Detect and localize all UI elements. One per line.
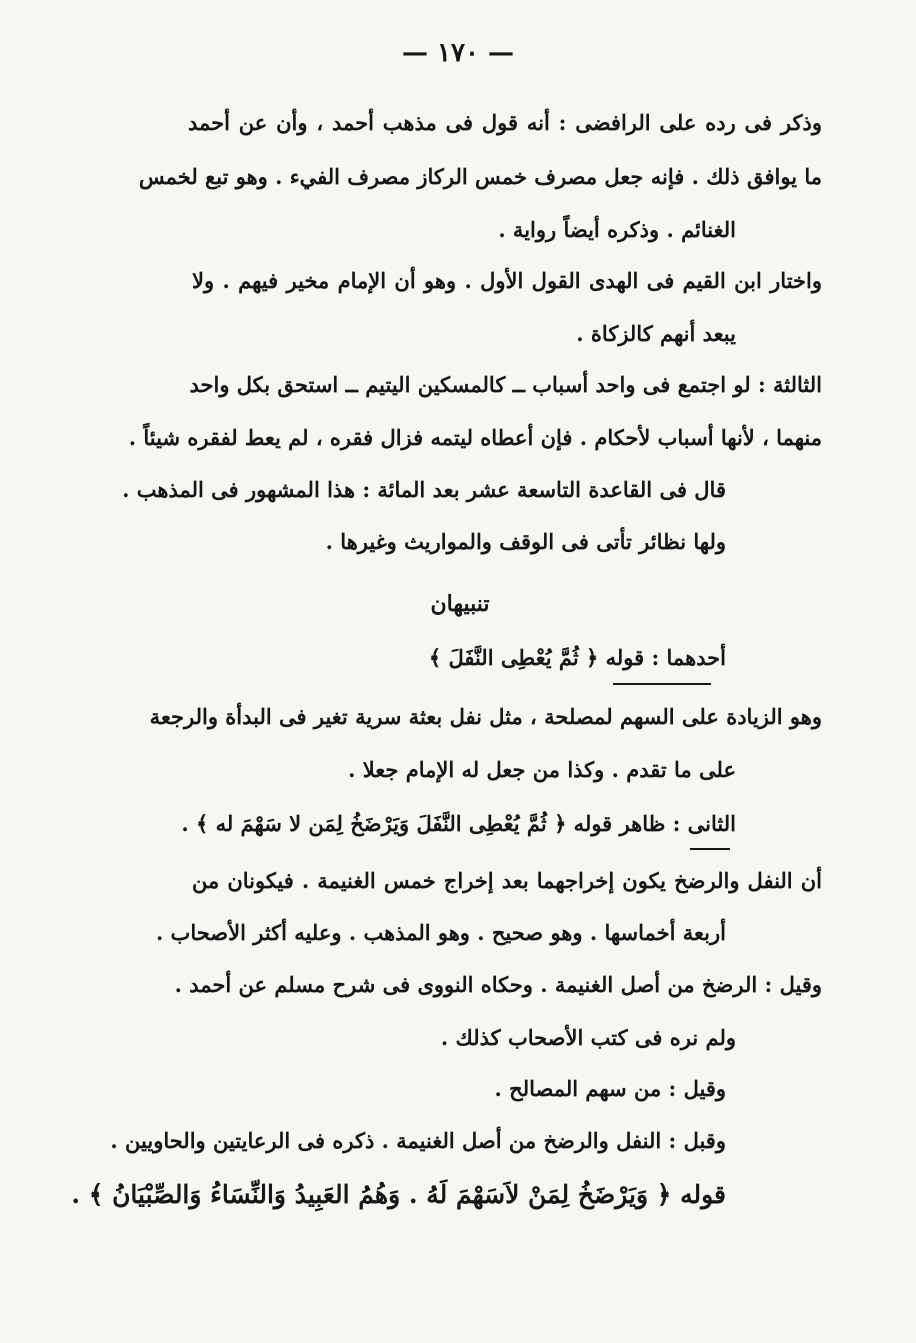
text-line-6: الثالثة : لو اجتمع فى واحد أسباب ــ كالمسكين اليتيم ــ استحق بكل واحد [189,372,822,397]
text-line-5: يبعد أنهم كالزكاة . [576,321,736,346]
text-line-13: على ما تقدم . وكذا من جعل له الإمام جعلا . [348,757,736,782]
text-line-20: وقبل : النفل والرضخ من أصل الغنيمة . ذكره فى الرعايتين والحاويين . [110,1128,726,1153]
text-line-18: ولم نره فى كتب الأصحاب كذلك . [440,1025,736,1050]
heading-underline-2 [690,848,730,850]
text-line-11: أحدهما : قوله ﴿ ثُمَّ يُعْطِى النَّفَلَ ﴾ [428,645,726,670]
text-line-7: منهما ، لأنها أسباب لأحكام . فإن أعطاه ليتمه فزال فقره ، لم يعط لفقره شيئاً . [128,425,822,450]
text-line-8: قال فى القاعدة التاسعة عشر بعد المائة : هذا المشهور فى المذهب . [122,477,726,502]
text-line-14: الثانى : ظاهر قوله ﴿ ثُمَّ يُعْطِى النَّفَلَ وَيَرْضَخُ لِمَن لا سَهْمَ له ﴾ . [181,811,736,836]
text-line-1: وذكر فى رده على الرافضى : أنه قول فى مذهب أحمد ، وأن عن أحمد [188,110,822,135]
text-line-4: واختار ابن القيم فى الهدى القول الأول . وهو أن الإمام مخير فيهم . ولا [192,268,822,293]
text-line-12: وهو الزيادة على السهم لمصلحة ، مثل نفل بعثة سرية تغير فى البدأة والرجعة [149,704,822,729]
heading-underline-1 [613,683,711,685]
text-line-19: وقيل : من سهم المصالح . [494,1076,726,1101]
text-line-17: وقيل : الرضخ من أصل الغنيمة . وحكاه النووى فى شرح مسلم عن أحمد . [174,972,822,997]
text-line-2: ما يوافق ذلك . فإنه جعل مصرف خمس الركاز مصرف الفيء . وهو تبع لخمس [138,164,822,189]
section-heading: تنبيهان [430,591,490,617]
text-line-16: أربعة أخماسها . وهو صحيح . وهو المذهب . وعليه أكثر الأصحاب . [155,920,726,945]
text-line-21: قوله ﴿ وَيَرْضَخُ لِمَنْ لاَسَهْمَ لَهُ . وَهُمُ العَبِيدُ وَالنِّسَاءُ وَالصِّبْيَانُ ﴾ . [71,1180,726,1209]
page-number: — ١٧٠ — [401,38,515,68]
text-line-3: الغنائم . وذكره أيضاً رواية . [498,217,736,242]
text-line-9: ولها نظائر تأتى فى الوقف والمواريث وغيرها . [325,529,726,554]
text-line-15: أن النفل والرضخ يكون إخراجهما بعد إخراج خمس الغنيمة . فيكونان من [192,868,822,893]
